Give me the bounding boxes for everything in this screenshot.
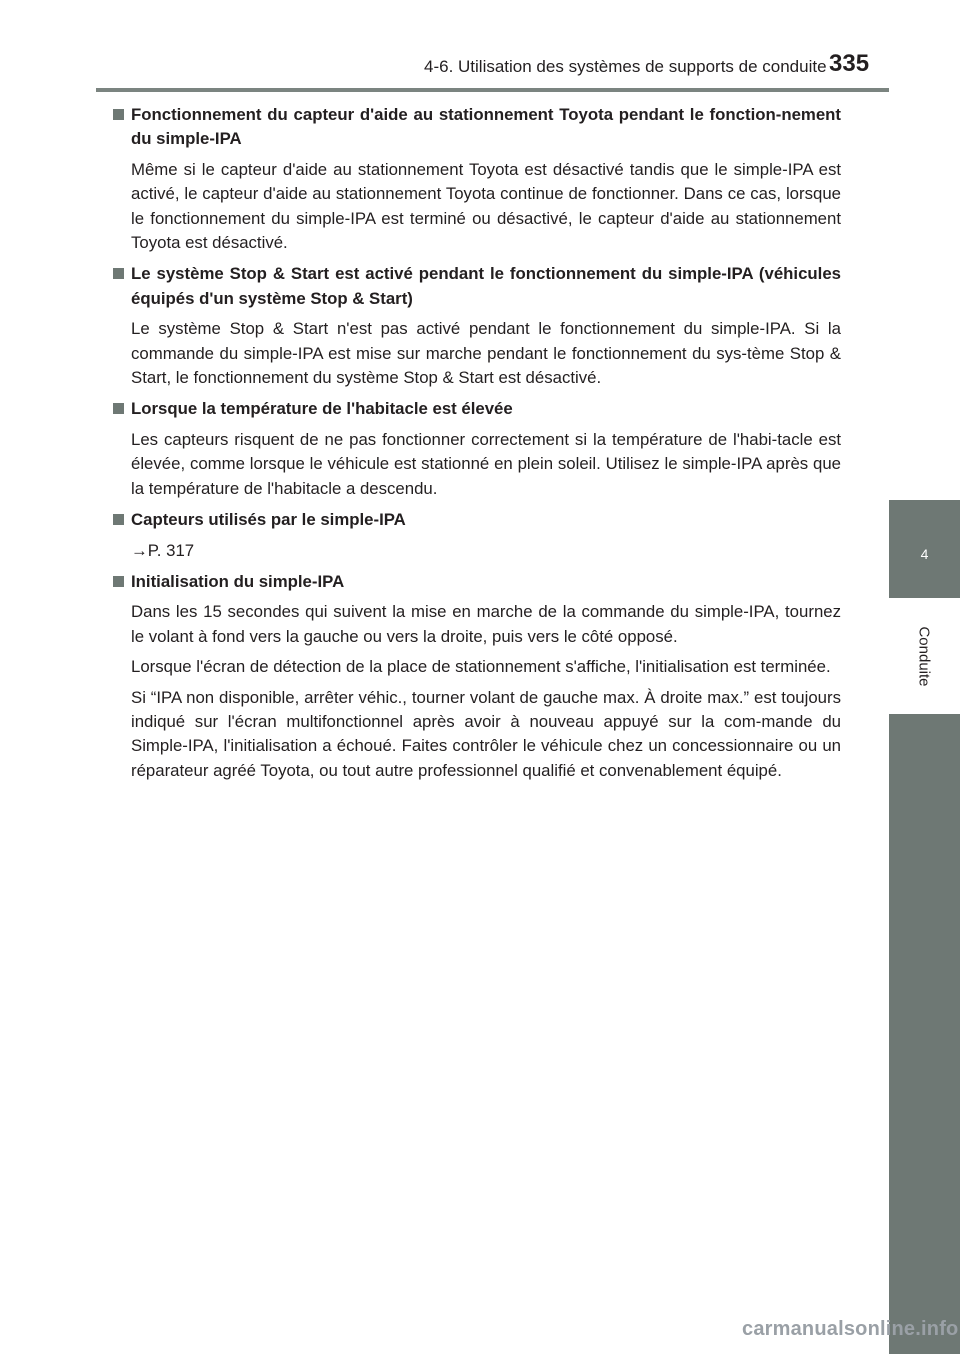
main-content: [113, 103, 841, 790]
chapter-label-text: Conduite: [915, 625, 933, 687]
paragraph: Le système Stop & Start n'est pas activé pendant le fonctionnement du simple-IPA. Si la commande du simple-IPA est mise sur marche pendant le fonctionnement du sys-tème Stop & Start, le fonctionnement du système Stop & Start est désactivé.: [131, 319, 841, 388]
section-parking-sensor: [113, 103, 841, 255]
paragraph: Si “IPA non disponible, arrêter véhic., tourner volant de gauche max. À droite max.” est toujours indiqué sur l'écran multifonctionnel après avoir à nouveau appuyé sur la com-mande du Simple-IPA, l'initialisation a échoué. Faites contrôler le véhicule chez un concessionnaire ou un réparateur agréé Toyota, ou tout autre professionnel qualifié et convenablement équipé.: [131, 687, 841, 780]
chapter-tab[interactable]: [889, 500, 960, 598]
page-number: 335: [829, 50, 870, 77]
section-initialisation: [113, 570, 841, 783]
section-title: 4-6. Utilisation des systèmes de supports de conduite: [424, 57, 827, 76]
section-heading: Initialisation du simple-IPA: [113, 570, 841, 594]
chapter-number: 4: [920, 546, 929, 562]
watermark: carmanualsonline.info: [742, 1318, 959, 1340]
section-heading: Lorsque la température de l'habitacle est élevée: [113, 397, 841, 421]
side-tab-bar: [889, 714, 960, 1354]
section-stop-start: [113, 262, 841, 390]
paragraph: Les capteurs risquent de ne pas fonctionner correctement si la température de l'habi-tacle est élevée, comme lorsque le véhicule est stationné en plein soleil. Utilisez le simple-IPA après que la température de l'habitacle a descendu.: [131, 429, 841, 498]
page-header: [0, 0, 960, 96]
section-heading: Capteurs utilisés par le simple-IPA: [113, 508, 841, 532]
chapter-label: [889, 598, 960, 714]
paragraph: Lorsque l'écran de détection de la place de stationnement s'affiche, l'initialisation est terminée.: [131, 657, 831, 677]
paragraph: Même si le capteur d'aide au stationnement Toyota est désactivé tandis que le simple-IPA est activé, le capteur d'aide au stationnement Toyota continue de fonctionner. Dans ce cas, lorsque le fonctionnement du simple-IPA est terminé ou désactivé, le capteur d'aide au stationnement Toyota est désactivé.: [131, 159, 841, 253]
square-bullet-icon: [113, 268, 124, 279]
square-bullet-icon: [113, 576, 124, 587]
square-bullet-icon: [113, 109, 124, 120]
section-cabin-temperature: [113, 397, 841, 501]
square-bullet-icon: [113, 514, 124, 525]
header-divider: [96, 88, 960, 92]
section-heading: Fonctionnement du capteur d'aide au stationnement Toyota pendant le fonction-nement du simple-IPA: [113, 103, 841, 152]
paragraph: Dans les 15 secondes qui suivent la mise en marche de la commande du simple-IPA, tournez le volant à fond vers la gauche ou vers la droite, puis vers le côté opposé.: [131, 602, 841, 646]
side-tab-spacer: [889, 0, 960, 500]
section-heading: Le système Stop & Start est activé pendant le fonctionnement du simple-IPA (véhicules équipés d'un système Stop & Start): [113, 262, 841, 311]
square-bullet-icon: [113, 403, 124, 414]
section-sensors-used: [113, 508, 841, 563]
page-reference-link[interactable]: →P. 317: [131, 540, 195, 560]
